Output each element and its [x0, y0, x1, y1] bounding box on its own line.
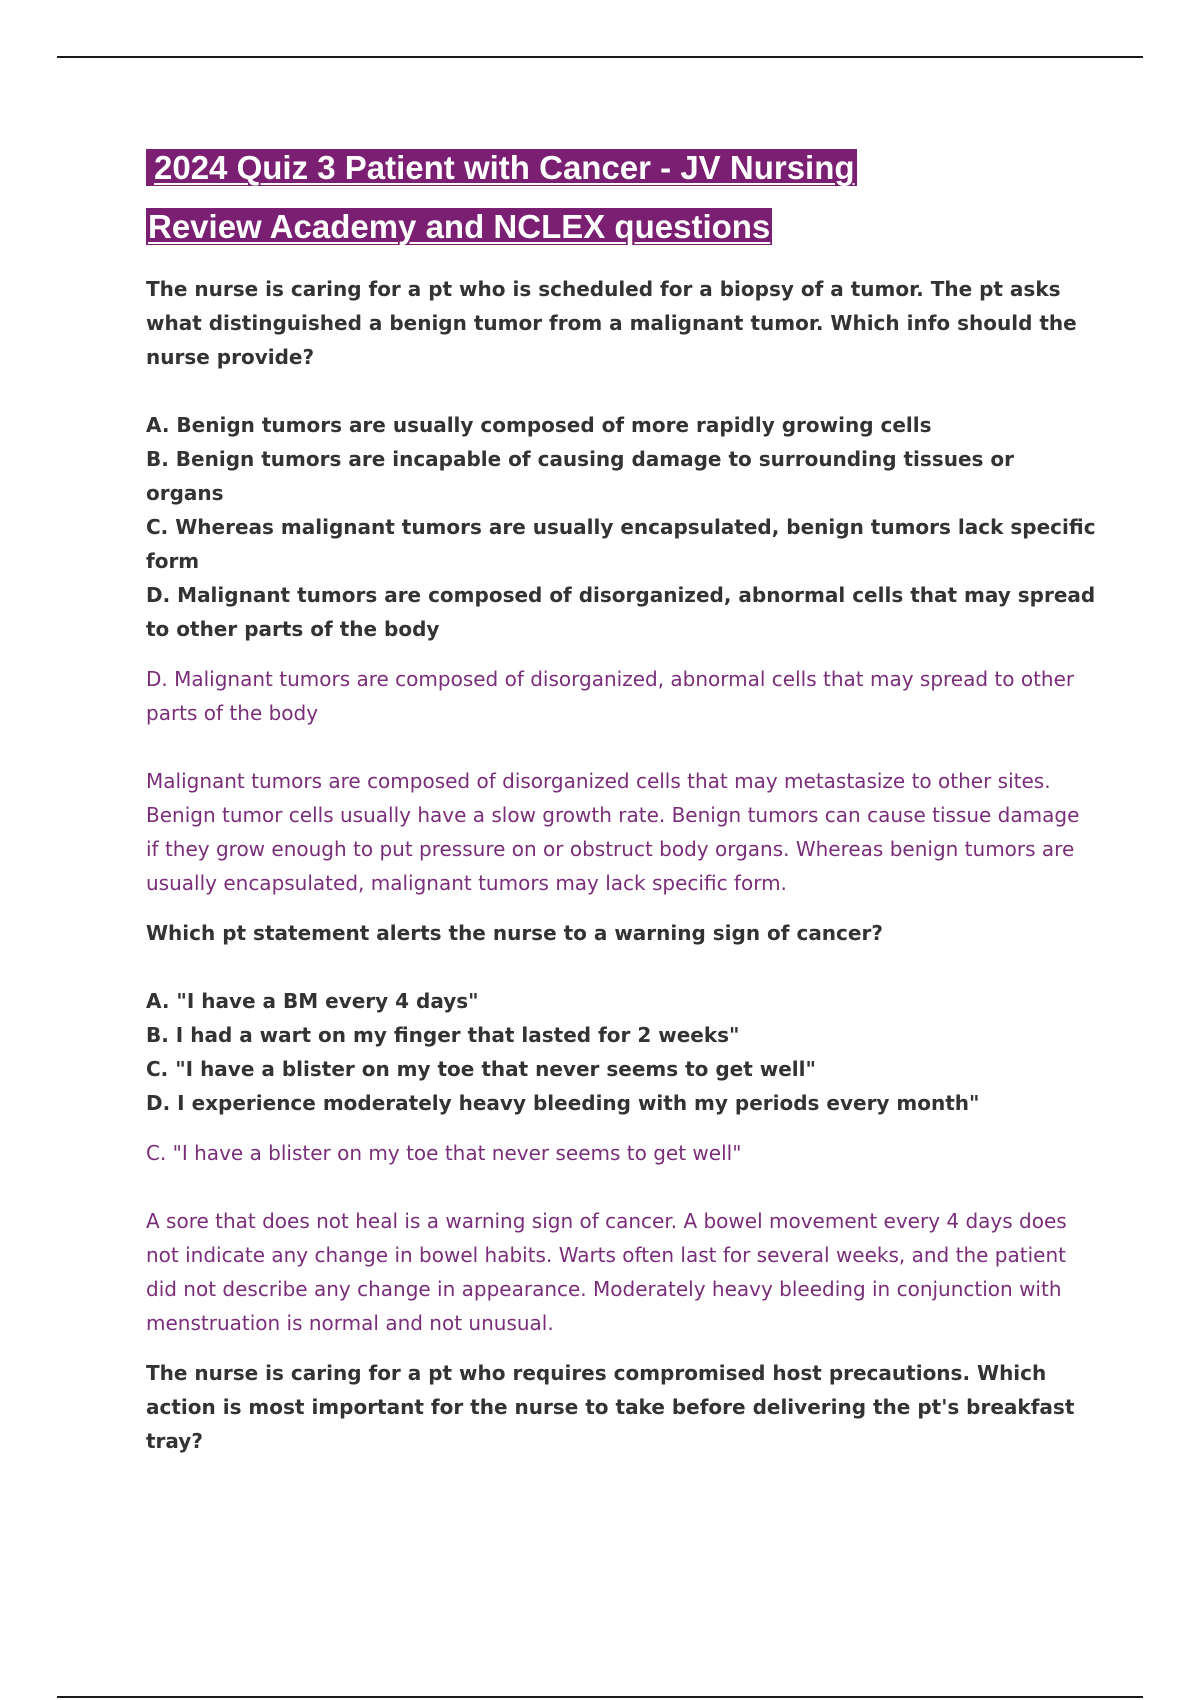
question-stem: The nurse is caring for a pt who is scheduled for a biopsy of a tumor. The pt asks what distinguished a benign tumor from a malignant tumor. Which info should the nurse provide? [146, 277, 1077, 369]
correct-answer: C. "I have a blister on my toe that never seems to get well" [146, 1141, 742, 1165]
answer-options [146, 984, 1096, 1120]
option-b: B. I had a wart on my finger that lasted for 2 weeks" [146, 1023, 740, 1047]
option-a: A. Benign tumors are usually composed of more rapidly growing cells [146, 413, 932, 437]
option-b: B. Benign tumors are incapable of causing damage to surrounding tissues or organs [146, 447, 1014, 505]
question-stem: The nurse is caring for a pt who requires compromised host precautions. Which action is most important for the nurse to take before delivering the pt's breakfast tray? [146, 1361, 1075, 1453]
question-block-2 [146, 916, 1096, 1340]
title-line-1: 2024 Quiz 3 Patient with Cancer - JV Nursing [146, 149, 857, 186]
question-block-3 [146, 1356, 1096, 1458]
bottom-rule [57, 1696, 1143, 1698]
option-c: C. Whereas malignant tumors are usually encapsulated, benign tumors lack specific form [146, 515, 1096, 573]
question-block-1 [146, 272, 1096, 900]
top-rule [57, 56, 1143, 58]
question-stem: Which pt statement alerts the nurse to a warning sign of cancer? [146, 921, 883, 945]
answer-rationale: Malignant tumors are composed of disorganized cells that may metastasize to other sites. Benign tumor cells usually have a slow growth rate. Benign tumors can cause tissue damage if they grow enough to put pressure on or obstruct body organs. Whereas benign tumors are usually encapsulated, malignant tumors may lack specific form. [146, 769, 1080, 895]
document-title [146, 138, 1096, 256]
title-line-2: Review Academy and NCLEX questions [148, 208, 771, 245]
document-body [146, 138, 1096, 1458]
option-c: C. "I have a blister on my toe that never seems to get well" [146, 1057, 816, 1081]
option-d: D. I experience moderately heavy bleeding with my periods every month" [146, 1091, 980, 1115]
answer-rationale: A sore that does not heal is a warning sign of cancer. A bowel movement every 4 days does not indicate any change in bowel habits. Warts often last for several weeks, and the patient did not describe any change in appearance. Moderately heavy bleeding in conjunction with menstruation is normal and not unusual. [146, 1209, 1067, 1335]
option-a: A. "I have a BM every 4 days" [146, 989, 479, 1013]
answer-options [146, 408, 1096, 646]
correct-answer: D. Malignant tumors are composed of disorganized, abnormal cells that may spread to other parts of the body [146, 667, 1075, 725]
option-d: D. Malignant tumors are composed of disorganized, abnormal cells that may spread to other parts of the body [146, 583, 1096, 641]
